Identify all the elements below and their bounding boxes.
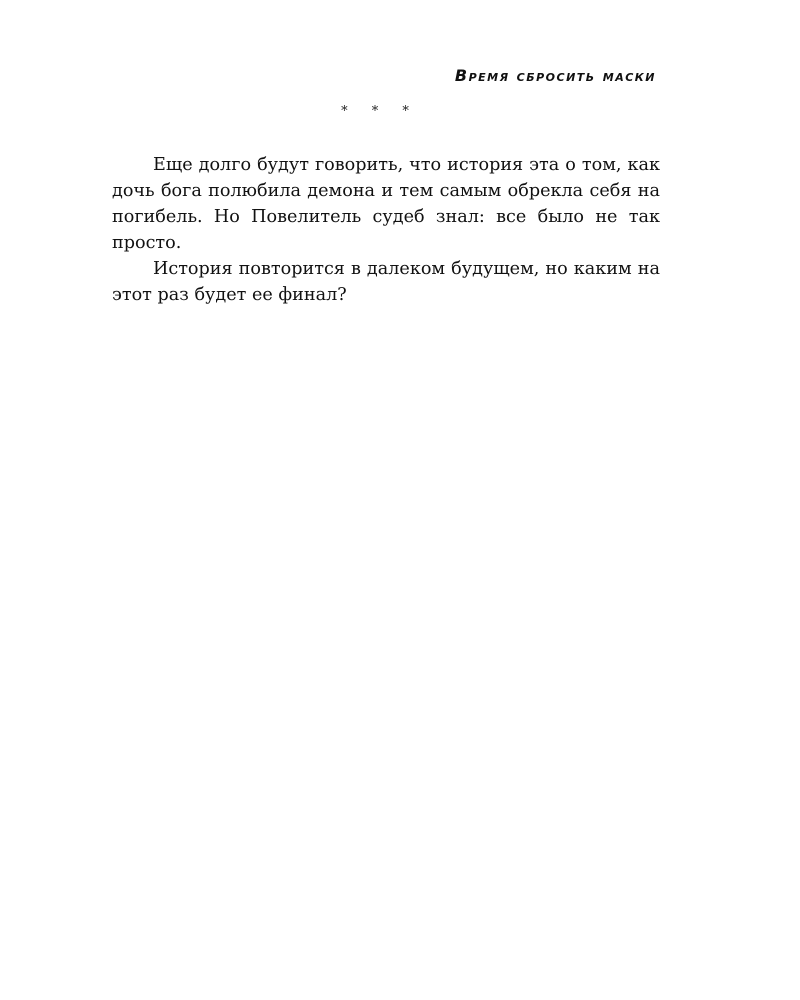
section-separator: * * * [341,104,419,119]
body-text [112,152,660,308]
paragraph-1: Еще долго будут говорить, что история эта о том, как дочь бога полюбила демона и тем самым обрекла себя на погибель. Но Повелитель судеб знал: все было не так просто. [112,155,660,253]
paragraph-2: История повторится в далеком будущем, но каким на этот раз будет ее финал? [112,259,660,305]
running-head-title: Время сбросить маски [454,66,656,85]
